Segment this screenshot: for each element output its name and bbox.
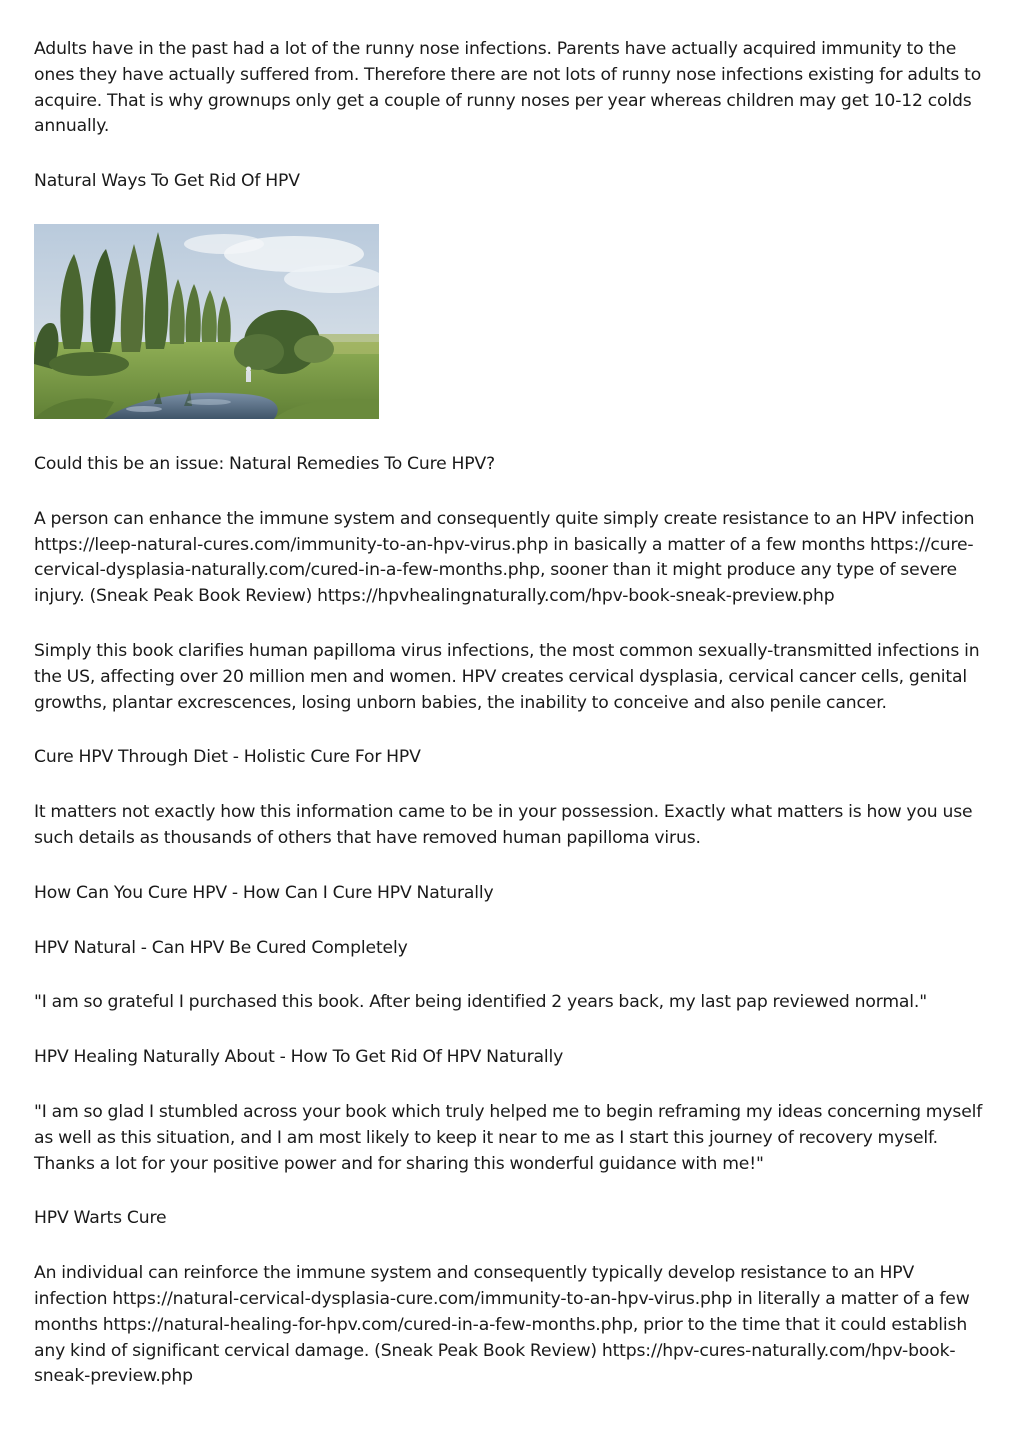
heading-warts-cure: HPV Warts Cure xyxy=(34,1208,167,1229)
testimonial-glad: "I am so glad I stumbled across your book which truly helped me to begin reframing my ideas concerning myself as well as this situation, and I am most likely to keep it near to me as I start this journey of recovery myself. Thanks a lot for your positive power and for sharing this wonderful guidance with me!" xyxy=(34,1101,983,1174)
heading-how-can-you-cure: How Can You Cure HPV - How Can I Cure HPV Naturally xyxy=(34,882,494,903)
landscape-image xyxy=(34,224,379,419)
heading-cure-through-diet: Cure HPV Through Diet - Holistic Cure For HPV xyxy=(34,747,421,768)
intro-paragraph: Adults have in the past had a lot of the runny nose infections. Parents have actually acquired immunity to the ones they have actually suffered from. Therefore there are not lots of runny nose infections existing for adults to acquire. That is why grownups only get a couple of runny noses per year whereas children may get 10-12 colds annually. xyxy=(34,39,982,137)
paragraph-reinforce-immune: An individual can reinforce the immune system and consequently typically develop resistance to an HPV infection https://natural-cervical-dysplasia-cure.com/immunity-to-an-hpv-virus.php in literally a matter of a few months https://natural-healing-for-hpv.com/cured-in-a-few-months.php, prior to the time that it could establish any kind of significant cervical damage. (Sneak Peak Book Review) https://hpv-cures-naturally.com/hpv-book-sneak-preview.php xyxy=(34,1263,970,1387)
paragraph-book-clarifies: Simply this book clarifies human papilloma virus infections, the most common sexually-transmitted infections in the US, affecting over 20 million men and women. HPV creates cervical dysplasia, cervical cancer cells, genital growths, plantar excrescences, losing unborn babies, the inability to conceive and also penile cancer. xyxy=(34,640,980,713)
testimonial-grateful: "I am so grateful I purchased this book. After being identified 2 years back, my last pap reviewed normal." xyxy=(34,992,927,1013)
paragraph-enhance-immune: A person can enhance the immune system and consequently quite simply create resistance to an HPV infection https://leep-natural-cures.com/immunity-to-an-hpv-virus.php in basically a matter of a few months https://cure-cervical-dysplasia-naturally.com/cured-in-a-few-months.php, sooner than it might produce any type of severe injury. (Sneak Peak Book Review) https://hpvhealingnaturally.com/hpv-book-sneak-preview.php xyxy=(34,508,975,607)
article xyxy=(34,37,992,1419)
heading-healing-naturally: HPV Healing Naturally About - How To Get Rid Of HPV Naturally xyxy=(34,1047,564,1068)
heading-natural-ways: Natural Ways To Get Rid Of HPV xyxy=(34,171,300,192)
heading-could-this-be: Could this be an issue: Natural Remedies To Cure HPV? xyxy=(34,453,496,474)
paragraph-matters-not: It matters not exactly how this information came to be in your possession. Exactly what matters is how you use such details as thousands of others that have removed human papilloma virus. xyxy=(34,802,973,848)
heading-hpv-natural: HPV Natural - Can HPV Be Cured Completely xyxy=(34,937,408,958)
